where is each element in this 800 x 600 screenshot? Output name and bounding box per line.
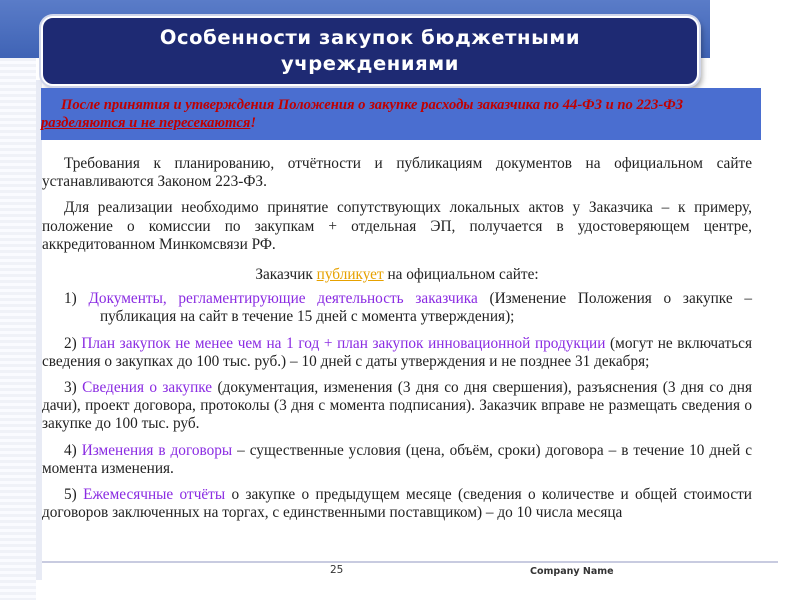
item-1-highlight: Документы, регламентирующие деятельность заказчика bbox=[88, 290, 478, 308]
publish-heading bbox=[42, 266, 752, 284]
paragraph-local-acts: Для реализации необходимо принятие сопутствующих локальных актов у Заказчика – к примеру, положение о комиссии по закупкам + отдельная ЭП, получается в удостоверяющем центре, аккредитованном Минкомсвязи РФ. bbox=[42, 199, 752, 253]
page-number: 25 bbox=[330, 564, 344, 576]
banner-emphasis: разделяются и не пересекаются bbox=[41, 115, 251, 131]
publish-after: на официальном сайте: bbox=[383, 266, 539, 284]
item-5-highlight: Ежемесячные отчёты bbox=[83, 486, 226, 504]
list-item bbox=[42, 335, 752, 371]
list-item bbox=[42, 290, 752, 326]
item-5-rest: о закупке о предыдущем месяце (сведения о количестве и общей стоимости договоров заключенных на торгах, с единственными поставщиком) – до 10 числа месяца bbox=[42, 486, 752, 522]
item-4-prefix: 4) bbox=[64, 441, 82, 459]
list-item bbox=[42, 379, 752, 434]
item-2-rest: (могут не включаться сведения о закупках до 100 тыс. руб.) – 10 дней с даты утверждения и не позднее 31 декабря; bbox=[42, 334, 752, 370]
footer-divider bbox=[42, 561, 778, 563]
item-4-highlight: Изменения в договоры bbox=[81, 441, 233, 459]
publish-word: публикует bbox=[316, 266, 384, 284]
banner-text: После принятия и утверждения Положения о закупке расходы заказчика по 44-ФЗ и по 223-ФЗ bbox=[61, 97, 684, 113]
publish-before: Заказчик bbox=[255, 266, 317, 284]
slide-title: Особенности закупок бюджетными учреждениями bbox=[159, 26, 581, 75]
item-5-prefix: 5) bbox=[64, 486, 84, 504]
highlight-banner bbox=[41, 88, 761, 140]
item-3-prefix: 3) bbox=[64, 379, 83, 397]
item-2-highlight: План закупок не менее чем на 1 год + план закупок инновационной продукции bbox=[81, 334, 606, 352]
item-1-prefix: 1) bbox=[64, 290, 89, 308]
left-decor-stripe bbox=[0, 58, 36, 600]
item-2-prefix: 2) bbox=[64, 334, 82, 352]
list-item bbox=[42, 442, 752, 478]
slide-body bbox=[42, 155, 752, 530]
item-3-highlight: Сведения о закупке bbox=[82, 379, 213, 397]
title-box bbox=[41, 16, 699, 86]
banner-end: ! bbox=[250, 115, 257, 131]
item-3-rest: (документация, изменения (3 дня со дня свершения), разъяснения (3 дня со дня дачи), проект договора, протоколы (3 дня с момента подписания). Заказчик вправе не размещать сведения о закупке до 100 тыс. руб. bbox=[42, 379, 752, 433]
paragraph-requirements: Требования к планированию, отчётности и публикациям документов на официальном сайте устанавливаются Законом 223-ФЗ. bbox=[42, 155, 752, 191]
item-4-rest: – существенные условия (цена, объём, сроки) договора – в течение 10 дней с момента изменения. bbox=[42, 441, 752, 477]
item-1-rest: (Изменение Положения о закупке – публикация на сайт в течение 15 дней с момента утверждения); bbox=[100, 290, 753, 326]
company-name: Company Name bbox=[530, 566, 614, 577]
list-item bbox=[42, 486, 752, 522]
